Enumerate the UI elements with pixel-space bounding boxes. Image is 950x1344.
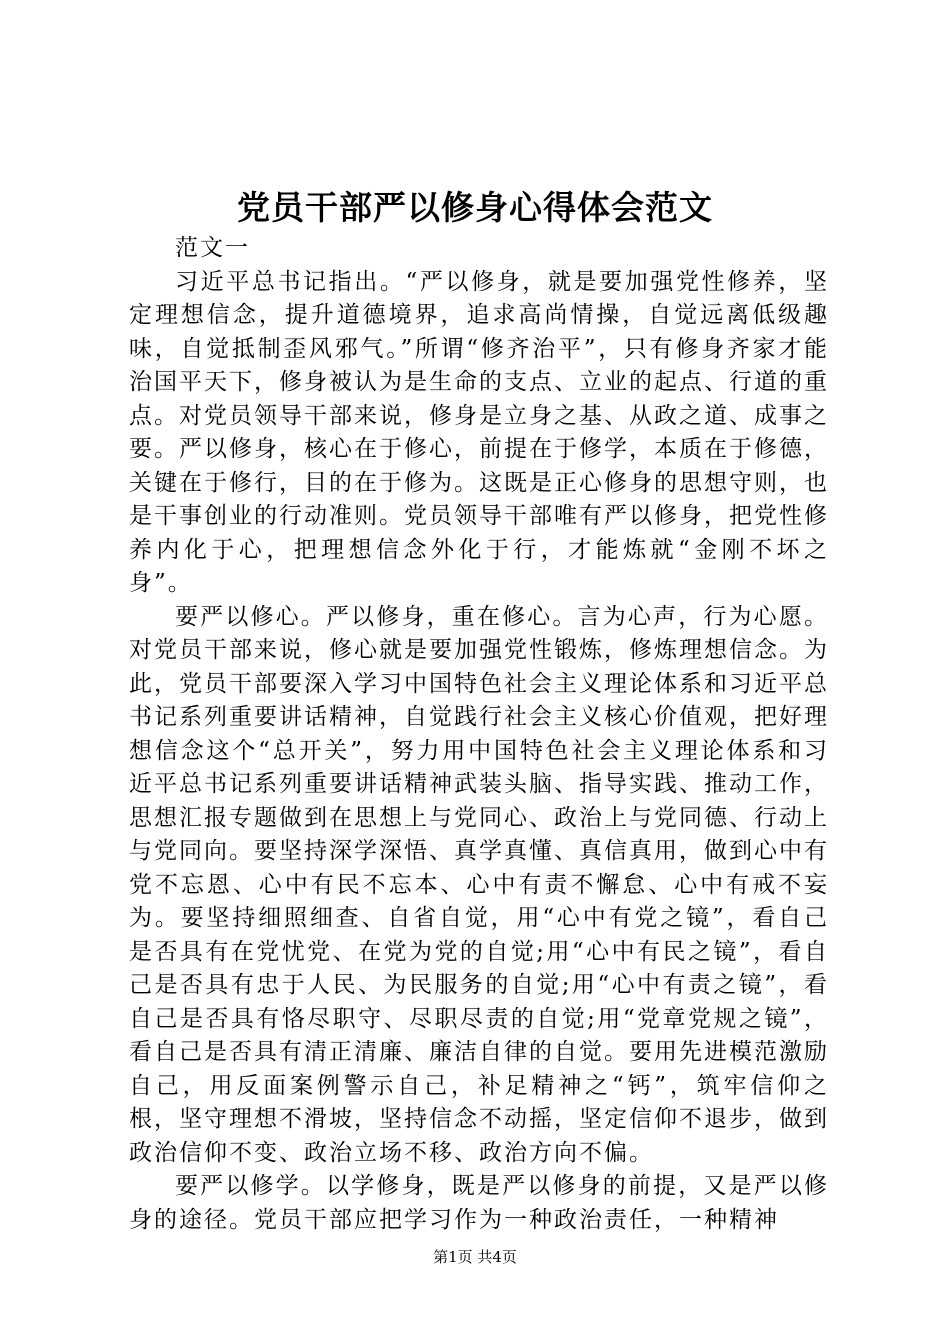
paragraph-intro: 习近平总书记指出。“严以修身，就是要加强党性修养，坚定理想信念，提升道德境界，追求高尚情操，自觉远离低级趣味，自觉抵制歪风邪气。”所谓“修齐治平”，只有修身齐家才能治国平天下，修身被认为是生命的支点、立业的起点、行道的重点。对党员领导干部来说，修身是立身之基、从政之道、成事之要。严以修身，核心在于修心，前提在于修学，本质在于修德，关键在于修行，目的在于修为。这既是正心修身的思想守则，也是干事创业的行动准则。党员领导干部唯有严以修身，把党性修养内化于心，把理想信念外化于行，才能炼就“金刚不坏之身”。 [129, 268, 829, 596]
document-title: 党员干部严以修身心得体会范文 [237, 188, 713, 227]
paragraph-heading-sample-one: 范文一 [175, 235, 250, 261]
document-body [129, 232, 829, 1237]
paragraph-cultivate-learning: 要严以修学。以学修身，既是严以修身的前提，又是严以修身的途径。党员干部应把学习作为一种政治责任，一种精神 [129, 1173, 829, 1233]
page-footer: 第1页 共4页 [433, 1248, 517, 1266]
paragraph-cultivate-mind: 要严以修心。严以修身，重在修心。言为心声，行为心愿。对党员干部来说，修心就是要加强党性锻炼，修炼理想信念。为此，党员干部要深入学习中国特色社会主义理论体系和习近平总书记系列重要讲话精神，自觉践行社会主义核心价值观，把好理想信念这个“总开关”，努力用中国特色社会主义理论体系和习近平总书记系列重要讲话精神武装头脑、指导实践、推动工作，思想汇报专题做到在思想上与党同心、政治上与党同德、行动上与党同向。要坚持深学深悟、真学真懂、真信真用，做到心中有党不忘恩、心中有民不忘本、心中有责不懈怠、心中有戒不妄为。要坚持细照细查、自省自觉，用“心中有党之镜”，看自己是否具有在党忧党、在党为党的自觉;用“心中有民之镜”，看自己是否具有忠于人民、为民服务的自觉;用“心中有责之镜”，看自己是否具有恪尽职守、尽职尽责的自觉;用“党章党规之镜”，看自己是否具有清正清廉、廉洁自律的自觉。要用先进模范激励自己，用反面案例警示自己，补足精神之“钙”，筑牢信仰之根，坚守理想不滑坡，坚持信念不动摇，坚定信仰不退步，做到政治信仰不变、政治立场不移、政治方向不偏。 [129, 603, 829, 1166]
